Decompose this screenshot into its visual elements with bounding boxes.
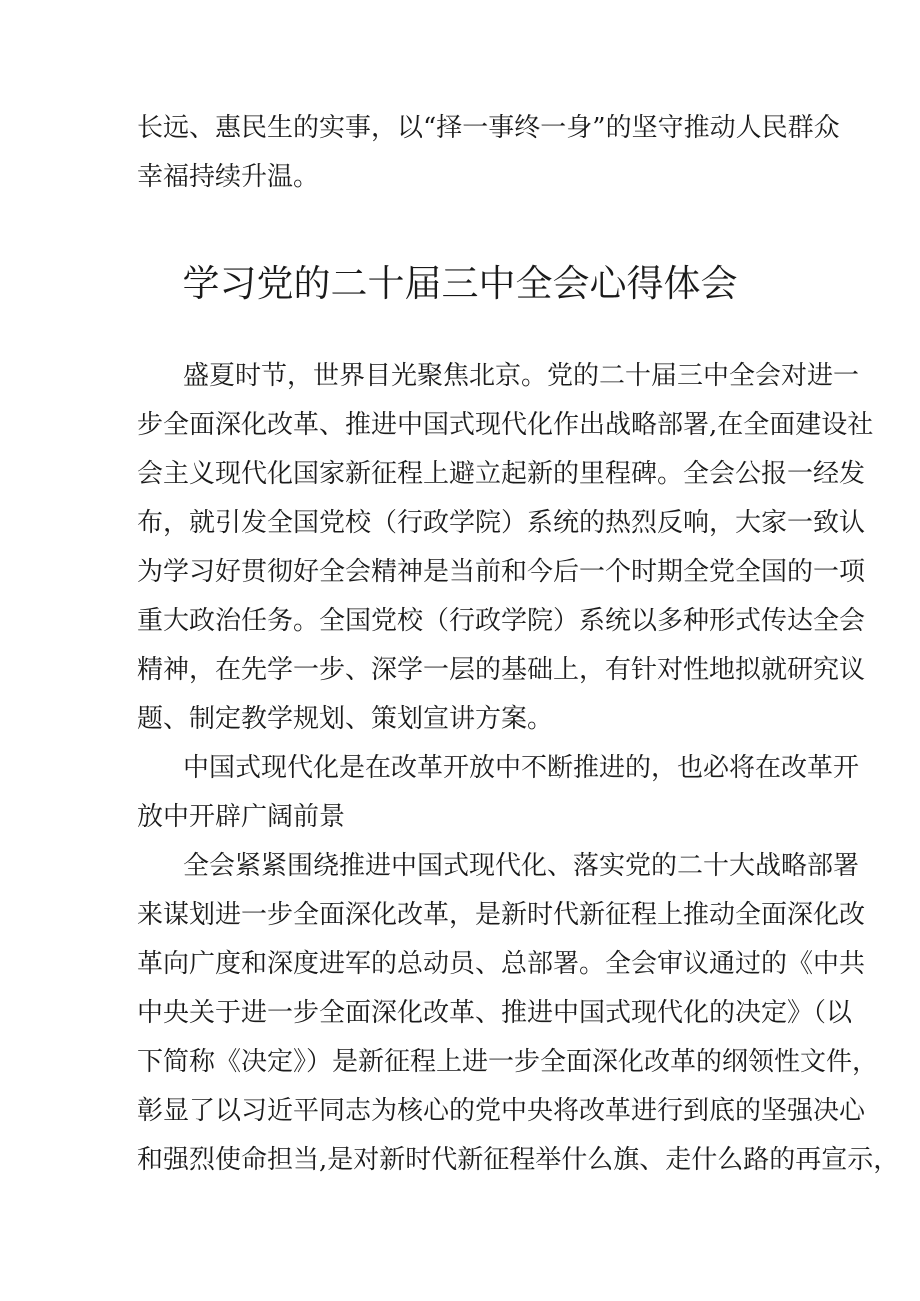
paragraph2-line-3: 革向广度和深度进军的总动员、总部署。全会审议通过的《中共: [137, 949, 866, 979]
paragraph2-line-4: 中央关于进一步全面深化改革、推进中国式现代化的决定》（以: [137, 998, 853, 1028]
paragraph1-line-5: 为学习好贯彻好全会精神是当前和今后一个时期全党全国的一项: [137, 557, 866, 587]
paragraph1-line-6: 重大政治任务。全国党校（行政学院）系统以多种形式传达全会: [137, 606, 866, 636]
paragraph1-line-7: 精神，在先学一步、深学一层的基础上，有针对性地拟就研究议: [137, 655, 866, 685]
paragraph2-line-1: 全会紧紧围绕推进中国式现代化、落实党的二十大战略部署: [183, 851, 860, 881]
document-title: 学习党的二十届三中全会心得体会: [182, 262, 738, 305]
paragraph1-line-4: 布，就引发全国党校（行政学院）系统的热烈反响，大家一致认: [137, 508, 866, 538]
paragraph1-line-1: 盛夏时节，世界目光聚焦北京。党的二十届三中全会对进一: [183, 361, 860, 391]
paragraph1-line-8: 题、制定教学规划、策划宣讲方案。: [137, 704, 554, 734]
paragraph2-line-2: 来谋划进一步全面深化改革，是新时代新征程上推动全面深化改: [137, 900, 866, 930]
heading2-line-2: 放中开辟广阔前景: [137, 802, 346, 832]
paragraph1-line-3: 会主义现代化国家新征程上避立起新的里程碑。全会公报一经发: [137, 459, 866, 489]
paragraph2-line-5: 下简称《决定》）是新征程上进一步全面深化改革的纲领性文件，: [137, 1047, 879, 1077]
continuation-line-2: 幸福持续升温。: [137, 162, 320, 192]
paragraph1-line-2: 步全面深化改革、推进中国式现代化作出战略部署,在全面建设社: [137, 410, 874, 440]
heading2-line-1: 中国式现代化是在改革开放中不断推进的，也必将在改革开: [183, 753, 860, 783]
paragraph2-line-6: 彰显了以习近平同志为核心的党中央将改革进行到底的坚强决心: [137, 1096, 866, 1126]
paragraph2-line-7: 和强烈使命担当,是对新时代新征程举什么旗、走什么路的再宣示，: [137, 1145, 900, 1175]
continuation-line-1: 长远、惠民生的实事，以“择一事终一身”的坚守推动人民群众: [137, 113, 840, 143]
